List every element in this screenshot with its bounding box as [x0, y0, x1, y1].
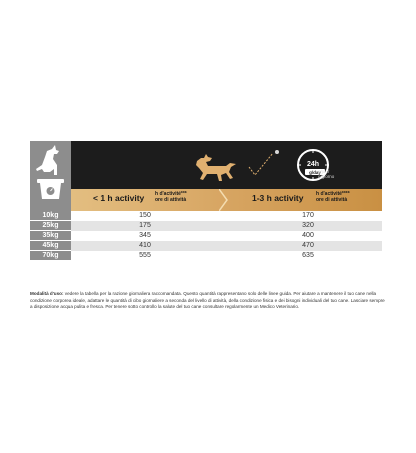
- weight-cell: 35kg: [30, 231, 71, 241]
- high-activity-cell: 170: [302, 212, 314, 219]
- table-row: [30, 211, 382, 221]
- table-row: [30, 221, 382, 231]
- high-unit-line1: h d'activité****: [316, 191, 350, 197]
- high-activity-cell: 470: [302, 242, 314, 249]
- high-activity-label: 1-3 h activity: [252, 193, 304, 203]
- table-header: [30, 141, 382, 203]
- weight-cell: 25kg: [30, 221, 71, 231]
- usage-note-text: vedere la tabella per la razione giornaliera raccomandata. Questo quantità rappresentano solo delle linee guida. Per aiutare a mantenere il tuo cane nella condizione corporea ideale, adattare le quantità di cibo giornaliere a seconda del livello di attività, della condizione fisica e dei bisogni individuali del tuo cane. Lasciare sempre a disposizione acqua pulita e fresca. Per tenere sotto controllo la salute del tuo cane consultare regolarmente un Medico Veterinario.: [30, 291, 385, 309]
- high-unit-line2: ore di attività: [316, 196, 348, 203]
- high-activity-unit: [316, 192, 350, 203]
- low-activity-header: [71, 189, 219, 211]
- header-dark-band: [71, 141, 382, 189]
- dog-on-scale-icon: [30, 141, 71, 211]
- low-activity-cell: 175: [139, 222, 151, 229]
- high-activity-cell: 400: [302, 232, 314, 239]
- clock-ann-line2: g/giorno: [318, 174, 335, 179]
- table-body: [30, 211, 382, 261]
- running-dog-icon: [191, 147, 286, 183]
- clock-text: 24h: [306, 161, 320, 168]
- high-activity-cell: 320: [302, 222, 314, 229]
- weight-cell: 45kg: [30, 241, 71, 251]
- column-divider-chevron: [219, 189, 234, 211]
- low-activity-cell: 555: [139, 252, 151, 259]
- activity-header-row: [71, 189, 382, 211]
- clock-ann-line1: g/jour: [318, 169, 330, 174]
- low-activity-cell: 345: [139, 232, 151, 239]
- clock-annotation: [318, 169, 334, 179]
- high-activity-header: [234, 189, 382, 211]
- weight-column-header: [30, 141, 71, 211]
- weight-cell: 70kg: [30, 251, 71, 261]
- usage-note: [30, 291, 386, 311]
- clock-24h-icon: [293, 145, 337, 185]
- clock-sub: g/day: [309, 169, 321, 175]
- table-row: [30, 251, 382, 261]
- high-activity-cell: 635: [302, 252, 314, 259]
- low-activity-cell: 150: [139, 212, 151, 219]
- weight-cell: 10kg: [30, 211, 71, 221]
- low-activity-unit: [155, 192, 187, 203]
- table-row: [30, 231, 382, 241]
- low-unit-line2: ore di attività: [155, 196, 187, 203]
- low-unit-line1: h d'activité***: [155, 191, 187, 197]
- table-row: [30, 241, 382, 251]
- feeding-table: [30, 141, 382, 259]
- low-activity-label: < 1 h activity: [93, 193, 145, 203]
- low-activity-cell: 410: [139, 242, 151, 249]
- usage-note-lead: Modalità d'uso:: [30, 291, 64, 296]
